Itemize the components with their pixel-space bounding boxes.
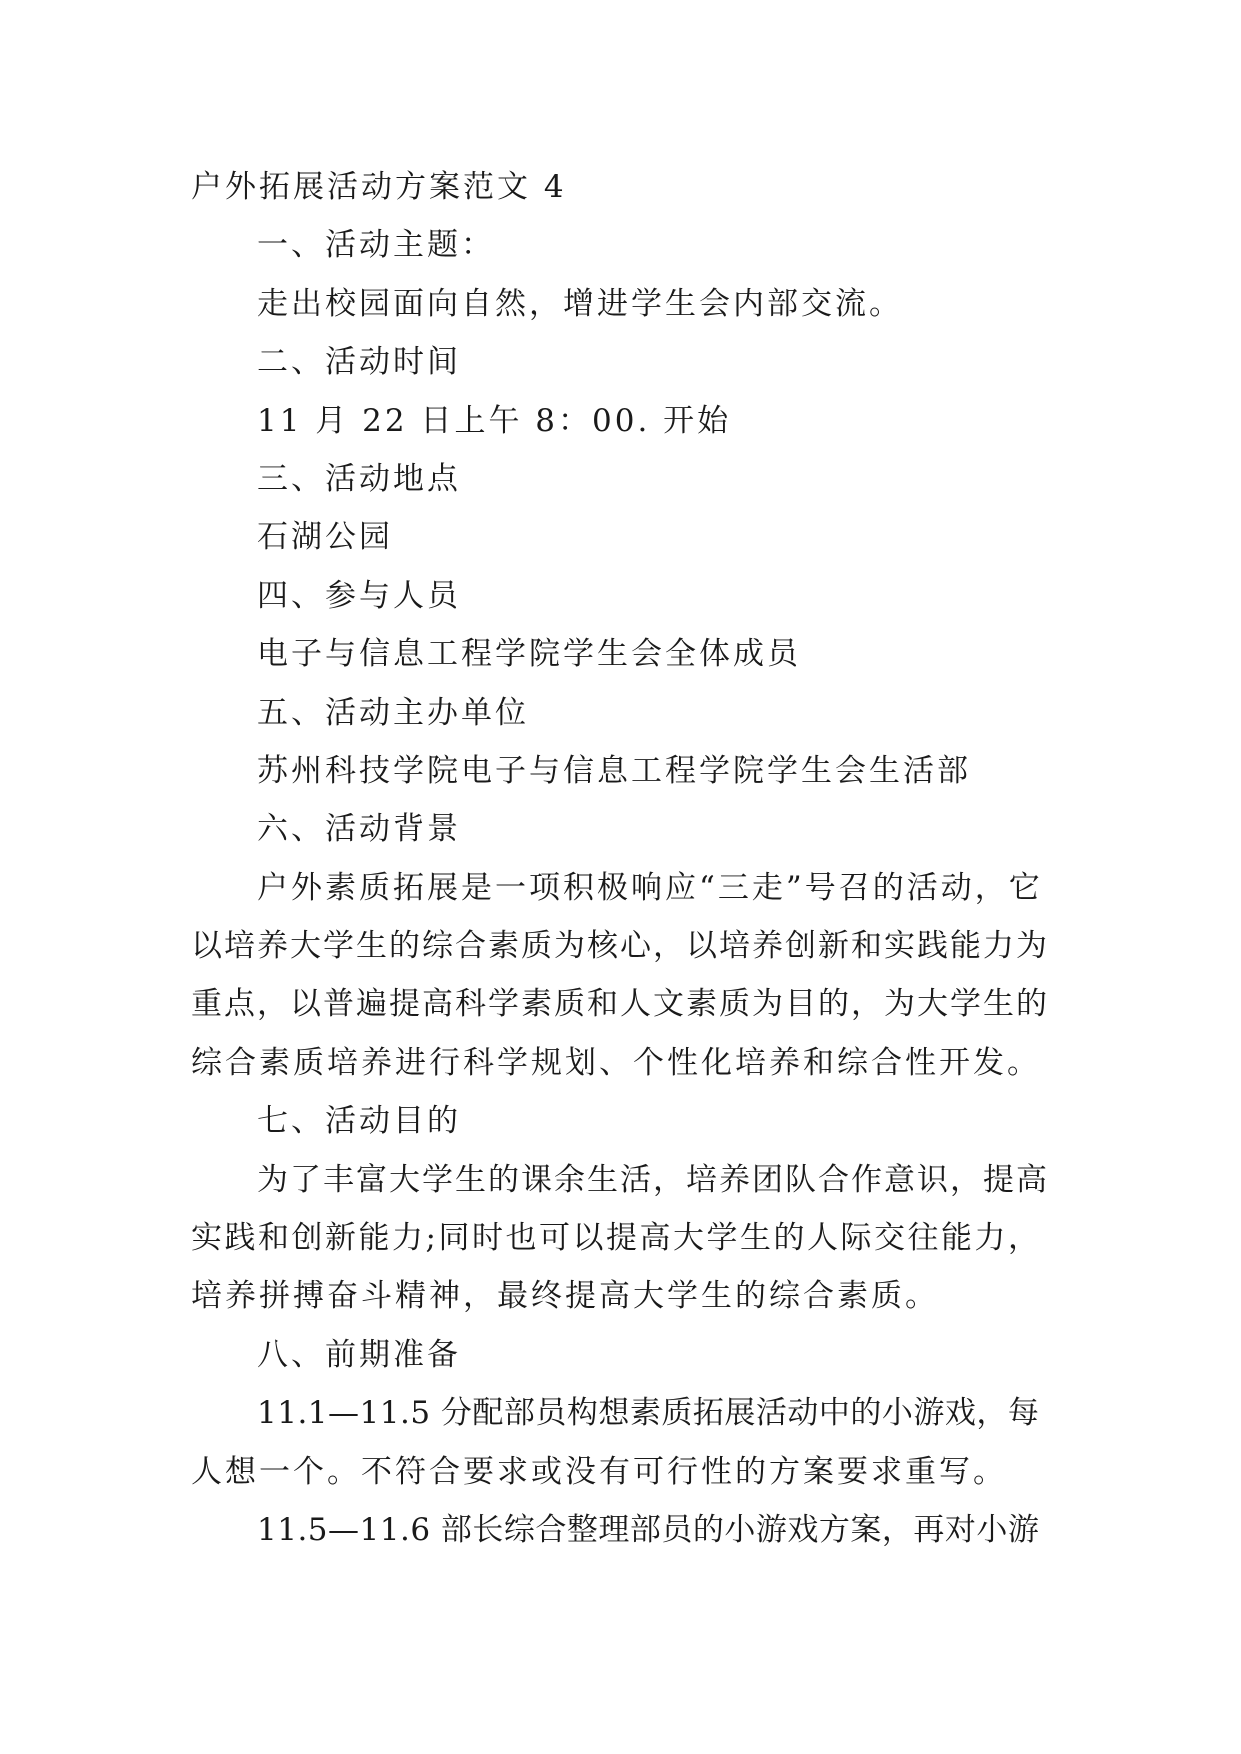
paragraph-location: 石湖公园	[257, 519, 393, 556]
section-heading-theme: 一、活动主题：	[257, 227, 495, 264]
section-heading-participants: 四、参与人员	[257, 577, 461, 614]
paragraph-preparation-2-line-1: 11.5—11.6 部长综合整理部员的小游戏方案，再对小游	[257, 1511, 1040, 1548]
document-body	[191, 158, 1051, 1559]
paragraph-participants: 电子与信息工程学院学生会全体成员	[257, 636, 801, 673]
paragraph-purpose-line-3: 培养拼搏奋斗精神，最终提高大学生的综合素质。	[191, 1278, 939, 1315]
paragraph-theme: 走出校园面向自然，增进学生会内部交流。	[257, 285, 903, 322]
paragraph-time: 11 月 22 日上午 8：00. 开始	[257, 402, 732, 439]
paragraph-preparation-1-line-1: 11.1—11.5 分配部员构想素质拓展活动中的小游戏，每	[257, 1395, 1040, 1432]
paragraph-purpose-line-1: 为了丰富大学生的课余生活，培养团队合作意识，提高	[257, 1161, 1049, 1198]
section-heading-preparation: 八、前期准备	[257, 1336, 461, 1373]
paragraph-organizer: 苏州科技学院电子与信息工程学院学生会生活部	[257, 752, 971, 789]
section-heading-background: 六、活动背景	[257, 811, 461, 848]
section-heading-purpose: 七、活动目的	[257, 1103, 461, 1140]
paragraph-background-line-1: 户外素质拓展是一项积极响应“三走”号召的活动，它	[257, 869, 1043, 906]
section-heading-location: 三、活动地点	[257, 460, 461, 497]
section-heading-organizer: 五、活动主办单位	[257, 694, 529, 731]
paragraph-preparation-1-line-2: 人想一个。不符合要求或没有可行性的方案要求重写。	[191, 1453, 1007, 1490]
document-title: 户外拓展活动方案范文 4	[191, 169, 567, 205]
paragraph-background-line-4: 综合素质培养进行科学规划、个性化培养和综合性开发。	[191, 1044, 1041, 1081]
section-heading-time: 二、活动时间	[257, 344, 461, 381]
paragraph-background-line-3: 重点，以普遍提高科学素质和人文素质为目的，为大学生的	[191, 986, 1049, 1023]
paragraph-background-line-2: 以培养大学生的综合素质为核心，以培养创新和实践能力为	[191, 928, 1049, 965]
paragraph-purpose-line-2: 实践和创新能力;同时也可以提高大学生的人际交往能力，	[191, 1220, 1042, 1257]
